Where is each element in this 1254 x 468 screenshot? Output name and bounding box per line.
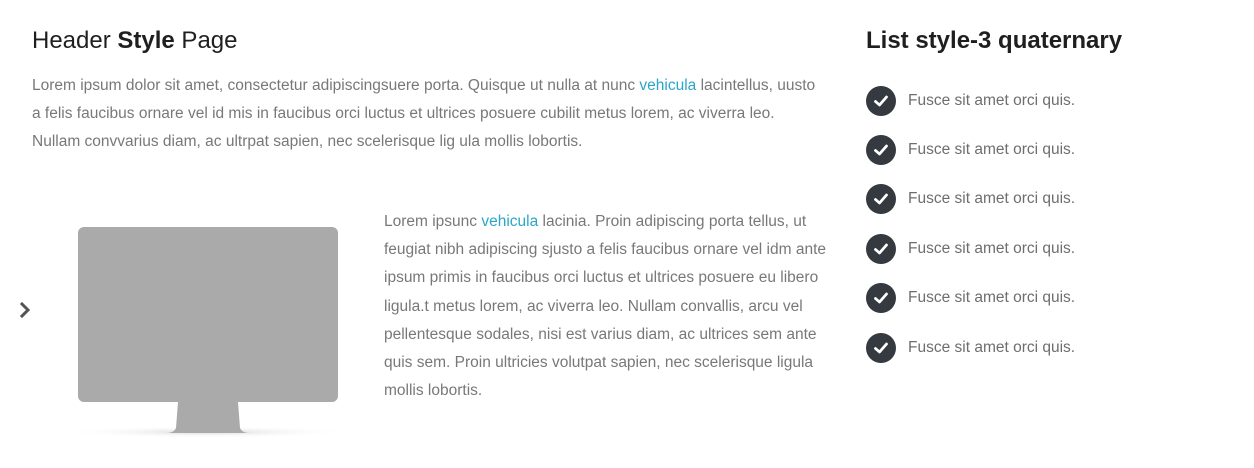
list-item [866,125,1226,174]
list-item [866,224,1226,273]
body-vehicula-link[interactable]: vehicula [481,213,539,230]
list-item-label: Fusce sit amet orci quis. [908,190,1076,208]
check-circle-icon [866,234,896,264]
chevron-right-icon[interactable] [18,300,34,320]
list-item-label: Fusce sit amet orci quis. [908,338,1076,356]
list-item-label: Fusce sit amet orci quis. [908,239,1076,257]
body-text-end: lacinia. Proin adipiscing porta tellus, ut feugiat nibh adipiscing sjusto a felis faucibus ornare vel idm ante ipsum primis in faucibus orci luctus et ultrices posuere eu libero ligula.t metus lorem, ac viverra leo. Nullam convallis, arcu vel pellentesque sodales, nisi est varius diam, ac ultrices sem ante quis sem. Proin ultricies volutpat sapien, nec scelerisque ligula mollis lobortis. [384,213,827,400]
list-item [866,323,1226,372]
page-title [32,26,237,56]
list-item [866,274,1226,323]
page-title-prefix: Header [32,27,118,54]
check-circle-icon [866,135,896,165]
intro-text-end: lacintellus, uusto a felis faucibus ornare vel id mis in faucibus orci luctus et ultrices posuere cubilit metus lorem, ac viverra leo. Nullam convvarius diam, ac ultrpat sapien, nec scelerisque lig ula mollis lobortis. [32,77,816,150]
list-item [866,76,1226,125]
body-paragraph [384,208,844,405]
list-item-label: Fusce sit amet orci quis. [908,289,1076,307]
check-list [866,76,1226,372]
body-text-start: Lorem ipsunc [384,213,482,230]
check-circle-icon [866,184,896,214]
intro-paragraph [32,72,822,156]
page-title-suffix: Page [174,27,238,54]
list-item-label: Fusce sit amet orci quis. [908,141,1076,159]
list-title: List style-3 quaternary [866,27,1123,54]
check-circle-icon [866,86,896,116]
monitor-icon [60,218,360,443]
check-circle-icon [866,283,896,313]
list-item-label: Fusce sit amet orci quis. [908,91,1076,109]
intro-vehicula-link[interactable]: vehicula [639,77,697,94]
intro-text-start: Lorem ipsum dolor sit amet, consectetur adipiscingsuere porta. Quisque ut nulla at nunc [32,77,640,94]
check-circle-icon [866,333,896,363]
page-title-bold: Style [117,27,175,54]
list-item [866,175,1226,224]
